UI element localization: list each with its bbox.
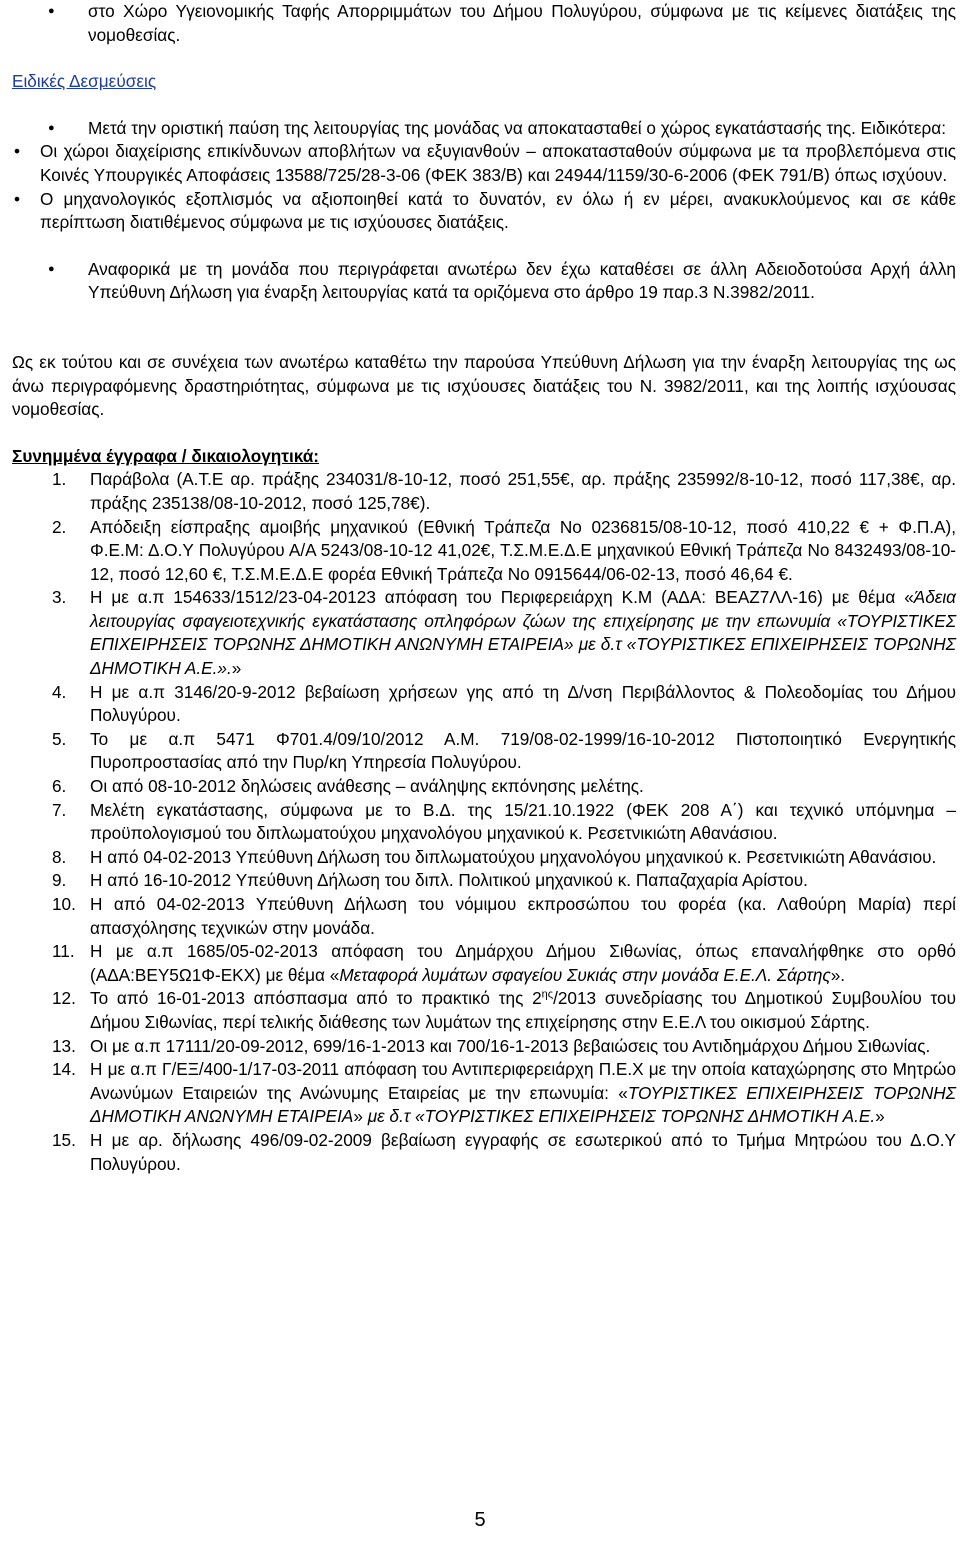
attachments-list (12, 468, 956, 1176)
item-text: Το με α.π 5471 Φ701.4/09/10/2012 Α.Μ. 719/08-02-1999/16-10-2012 Πιστοποιητικό Ενεργητικής Πυροπροστασίας από την Πυρ/κη Υπηρεσία Πολυγύρου. (90, 728, 956, 773)
item-text: » (875, 1106, 885, 1127)
item-text-italic: Μεταφορά λυμάτων σφαγείου Συκιάς στην μονάδα Ε.Ε.Λ. Σάρτης (339, 964, 831, 985)
ordinal-superscript: ης (541, 988, 554, 1001)
item-text: Η από 04-02-2013 Υπεύθυνη Δήλωση του νόμιμου εκπροσώπου του φορέα (κα. Λαθούρη Μαρία) περί απασχόλησης τεχνικών στην μονάδα. (90, 894, 956, 938)
item-number: 10. (52, 894, 76, 914)
sub-bullet-list (12, 140, 956, 234)
item-number: 9. (52, 870, 67, 891)
restore-bullet-list (12, 117, 956, 141)
item-text: Η από 04-02-2013 Υπεύθυνη Δήλωση του διπλωματούχου μηχανολόγου μηχανικού κ. Ρεσετνικιώτη Αθανάσιου. (90, 846, 937, 867)
attachment-item (12, 1129, 956, 1176)
item-number: 2. (52, 516, 67, 537)
item-text: Οι με α.π 17111/20-09-2012, 699/16-1-2013 και 700/16-1-2013 βεβαιώσεις του Αντιδημάρχου Δήμου Σιθωνίας. (90, 1035, 931, 1056)
attachment-item (12, 799, 956, 846)
item-text-italic: ΤΟΥΡΙΣΤΙΚΕΣ ΕΠΙΧΕΙΡΗΣΕΙΣ ΤΟΡΩΝΗΣ ΔΗΜΟΤΙΚΗ ΑΝΩΝΥΜΗ ΕΤΑΙΡΕΙΑ (90, 1082, 956, 1127)
item-number: 11. (52, 941, 75, 962)
restore-bullet-intro: Μετά την οριστική παύση της λειτουργίας της μονάδας να αποκατασταθεί ο χώρος εγκατάστασής της. Ειδικότερα: (88, 117, 946, 138)
attachment-item (12, 846, 956, 870)
item-text: Μελέτη εγκατάστασης, σύμφωνα με το Β.Δ. της 15/21.10.1922 (ΦΕΚ 208 Α΄) και τεχνικό υπόμνημα – προϋπολογισμού του διπλωματούχου μηχανολόγου μηχανικού κ. Ρεσετνικιώτη Αθανάσιου. (90, 799, 956, 844)
top-bullet-list (12, 0, 956, 47)
item-text-italic: με δ.τ «ΤΟΥΡΙΣΤΙΚΕΣ ΕΠΙΧΕΙΡΗΣΕΙΣ ΤΟΡΩΝΗΣ ΔΗΜΟΤΙΚΗ Α.Ε. (367, 1106, 876, 1127)
item-text: Η με αρ. δήλωσης 496/09-02-2009 βεβαίωση εγγραφής σε εσωτερικού από το Τμήμα Μητρώου του Δ.Ο.Υ Πολυγύρου. (90, 1129, 956, 1174)
item-text: Οι από 08-10-2012 δηλώσεις ανάθεσης – ανάληψης εκπόνησης μελέτης. (90, 776, 644, 797)
item-text: Η από 16-10-2012 Υπεύθυνη Δήλωση του διπλ. Πολιτικού μηχανικού κ. Παπαζαχαρία Αρίστου. (90, 870, 808, 891)
item-text: Παράβολα (Α.Τ.Ε αρ. πράξης 234031/8-10-12, ποσό 251,55€, αρ. πράξης 235992/8-10-12, ποσό 117,38€, αρ. πράξης 235138/08-10-2012, ποσό 125,78€). (90, 469, 956, 513)
attachment-item (12, 468, 956, 515)
attachment-item (12, 869, 956, 893)
no-other-authority-bullet: ● Αναφορικά με τη μονάδα που περιγράφεται ανωτέρω δεν έχω καταθέσει σε άλλη Αδειοδοτούσα Αρχή άλλη Υπεύθυνη Δήλωση για έναρξη λειτουργίας κατά τα οριζόμενα στο άρθρο 19 παρ.3 Ν.3982/2011. (12, 258, 956, 305)
item-text: » (353, 1106, 368, 1127)
closing-paragraph: Ως εκ τούτου και σε συνέχεια των ανωτέρω καταθέτω την παρούσα Υπεύθυνη Δήλωση για την έναρξη λειτουργίας της ως άνω περιγραφόμενης δραστηριότητας, σύμφωνα με τις ισχύουσες διατάξεις του Ν. 3982/2011, και της λοιπής ισχύουσας νομοθεσίας. (12, 351, 956, 420)
item-text: /2013 συνεδρίασης του Δημοτικού Συμβουλίου του Δήμου Σιθωνίας, περί τελικής διάθεσης των λυμάτων της επιχείρησης στην Ε.Ε.Λ του οικισμού Σάρτης. (90, 988, 957, 1032)
item-text: Η με α.π Γ/ΕΞ/400-1/17-03-2011 απόφαση του Αντιπεριφερειάρχη Π.Ε.Χ με την οποία καταχώρησης στο Μητρώο Ανωνύμων Εταιρειών της Ανώνυμης Εταιρείας με την επωνυμία: « (90, 1059, 956, 1103)
top-bullet: ● στο Χώρο Υγειονομικής Ταφής Απορριμμάτων του Δήμου Πολυγύρου, σύμφωνα με τις κείμενες διατάξεις της νομοθεσίας. (12, 0, 956, 47)
attachment-item (12, 940, 956, 987)
item-number: 13. (52, 1035, 76, 1056)
item-number: 1. (52, 469, 67, 490)
attachment-item (12, 893, 956, 940)
item-number: 5. (52, 728, 67, 749)
item-number: 12. (52, 988, 76, 1009)
page-number: 5 (474, 1509, 486, 1531)
sub-bullet: • Ο μηχανολογικός εξοπλισμός να αξιοποιηθεί κατά το δυνατόν, εν όλω ή εν μέρει, ανακυκλούμενος και σε κάθε περίπτωση διατιθέμενος σύμφωνα με τις ισχύουσες διατάξεις. (12, 188, 956, 235)
attachment-item (12, 681, 956, 728)
item-text: » (231, 658, 242, 679)
attachment-item (12, 775, 956, 799)
special-commitments-heading: Ειδικές Δεσμεύσεις (12, 71, 157, 92)
item-number: 8. (52, 846, 67, 867)
item-text: Η με α.π 1685/05-02-2013 απόφαση του Δημάρχου Δήμου Σιθωνίας, όπως επαναλήφθηκε στο ορθό (ΑΔΑ:ΒΕΥ5Ω1Φ-ΕΚΧ) με θέμα « (90, 941, 956, 985)
item-text: Η με α.π 3146/20-9-2012 βεβαίωση χρήσεων γης από τη Δ/νση Περιβάλλοντος & Πολεοδομίας του Δήμου Πολυγύρου. (90, 681, 956, 726)
item-text: Απόδειξη είσπραξης αμοιβής μηχανικού (Εθνική Τράπεζα Νο 0236815/08-10-12, ποσό 410,22 € + Φ.Π.Α), Φ.Ε.Μ: Δ.Ο.Υ Πολυγύρου Α/Α 5243/08-10-12 41,02€, Τ.Σ.Μ.Ε.Δ.Ε μηχανικού Εθνική Τράπεζα Νο 8432493/08-10-12, ποσό 12,60 €, Τ.Σ.Μ.Ε.Δ.Ε φορέα Εθνική Τράπεζα Νο 0915644/06-02-13, ποσό 46,64 €. (90, 516, 956, 584)
restore-bullet (12, 117, 956, 141)
document-body (12, 0, 956, 1176)
item-number: 14. (52, 1059, 76, 1080)
attachments-heading: Συνημμένα έγγραφα / δικαιολογητικά: (12, 445, 320, 466)
attachment-item (12, 586, 956, 680)
item-number: 15. (52, 1129, 76, 1150)
attachment-item (12, 1058, 956, 1129)
item-text: ». (830, 964, 846, 985)
attachment-item (12, 728, 956, 775)
item-number: 3. (52, 587, 67, 608)
sub-bullet: • Οι χώροι διαχείρισης επικίνδυνων αποβλήτων να εξυγιανθούν – αποκατασταθούν σύμφωνα με τα προβλεπόμενα στις Κοινές Υπουργικές Αποφάσεις 13588/725/28-3-06 (ΦΕΚ 383/Β) και 24944/1159/30-6-2006 (ΦΕΚ 791/Β) όπως ισχύουν. (12, 140, 956, 187)
item-text: Το από 16-01-2013 απόσπασμα από το πρακτικό της 2 (90, 988, 542, 1009)
item-text: Η με α.π 154633/1512/23-04-20123 απόφαση του Περιφερειάρχη Κ.Μ (ΑΔΑ: ΒΕΑΖ7ΛΛ-16) με θέμα « (90, 587, 914, 608)
item-text-italic: Άδεια λειτουργίας σφαγειοτεχνικής εγκατάστασης οπληφόρων ζώων της επιχείρησης με την επωνυμία «ΤΟΥΡΙΣΤΙΚΕΣ ΕΠΙΧΕΙΡΗΣΕΙΣ ΤΟΡΩΝΗΣ ΔΗΜΟΤΙΚΗ ΑΝΩΝΥΜΗ ΕΤΑΙΡΕΙΑ» με δ.τ «ΤΟΥΡΙΣΤΙΚΕΣ ΕΠΙΧΕΙΡΗΣΕΙΣ ΤΟΡΩΝΗΣ ΔΗΜΟΤΙΚΗ Α.Ε.». (90, 587, 956, 679)
attachment-item (12, 1035, 956, 1059)
item-number: 4. (52, 681, 67, 702)
attachment-item (12, 987, 956, 1034)
attachment-item (12, 516, 956, 587)
item-number: 7. (52, 799, 67, 820)
item-number: 6. (52, 776, 67, 797)
declaration-bullet-list (12, 258, 956, 305)
